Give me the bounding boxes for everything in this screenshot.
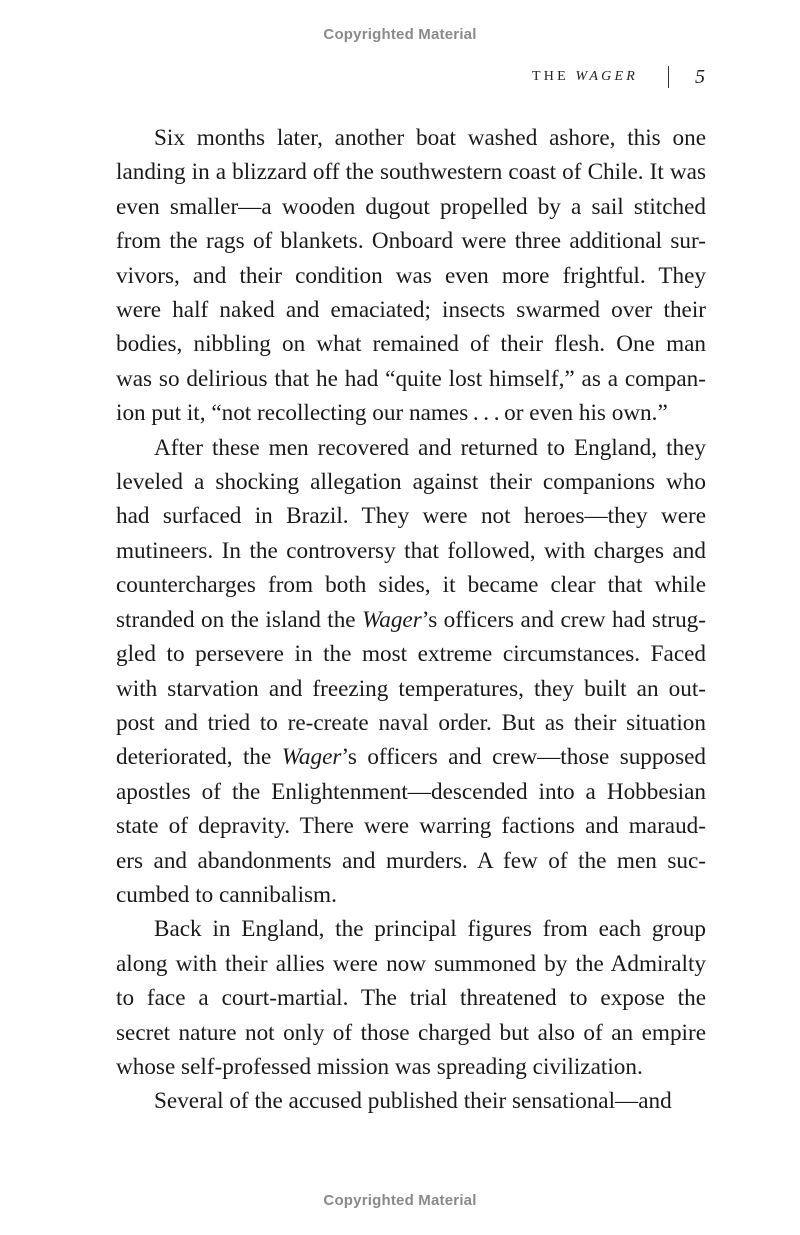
text-line: even smaller—a wooden dugout propelled by a sail stitched xyxy=(116,193,706,220)
text-line: to face a court-martial. The trial threatened to expose the xyxy=(116,985,706,1012)
text-line: Several of the accused published their sensational—and xyxy=(154,1088,672,1115)
text-line: from the rags of blankets. Onboard were three additional sur- xyxy=(116,228,706,255)
running-head xyxy=(532,64,705,90)
text-line: post and tried to re-create naval order. But as their situation xyxy=(116,709,706,736)
text-line: countercharges from both sides, it became clear that while xyxy=(116,572,706,599)
text-line: mutineers. In the controversy that followed, with charges and xyxy=(116,537,706,564)
text-line: ion put it, “not recollecting our names . . . or even his own.” xyxy=(116,400,668,427)
body-text xyxy=(116,121,706,1119)
paragraph xyxy=(116,431,706,913)
text-line: cumbed to cannibalism. xyxy=(116,881,337,908)
text-line: gled to persevere in the most extreme circumstances. Faced xyxy=(116,641,706,668)
text-line: with starvation and freezing temperatures, they built an out- xyxy=(116,675,706,702)
text-line: had surfaced in Brazil. They were not heroes—they were xyxy=(116,503,706,530)
text-line: deteriorated, the Wager’s officers and crew—those supposed xyxy=(116,744,706,771)
text-line: vivors, and their condition was even more frightful. They xyxy=(116,262,706,289)
text-line: apostles of the Enlightenment—descended into a Hobbesian xyxy=(116,778,706,805)
text-line: leveled a shocking allegation against their companions who xyxy=(116,469,706,496)
text-line: were half naked and emaciated; insects swarmed over their xyxy=(116,297,706,324)
paragraph xyxy=(116,1084,706,1118)
text-line: Back in England, the principal figures from each group xyxy=(154,916,706,943)
text-line: Six months later, another boat washed ashore, this one xyxy=(154,125,706,151)
copyright-watermark-bottom: Copyrighted Material xyxy=(323,1192,477,1209)
page-number: 5 xyxy=(695,65,705,88)
text-line: landing in a blizzard off the southwestern coast of Chile. It was xyxy=(116,159,706,186)
text-line: along with their allies were now summoned by the Admiralty xyxy=(116,950,706,977)
text-line: After these men recovered and returned to England, they xyxy=(154,434,706,461)
paragraph xyxy=(116,912,706,1084)
text-line: was so delirious that he had “quite lost himself,” as a compan- xyxy=(116,365,706,392)
text-line: whose self-professed mission was spreading civilization. xyxy=(116,1053,643,1080)
copyright-watermark-top: Copyrighted Material xyxy=(323,26,477,43)
text-line: state of depravity. There were warring factions and maraud- xyxy=(116,813,706,840)
text-line: stranded on the island the Wager’s officers and crew had strug- xyxy=(116,606,706,633)
text-line: bodies, nibbling on what remained of their flesh. One man xyxy=(116,331,706,358)
paragraph xyxy=(116,121,706,431)
running-head-divider xyxy=(668,66,669,88)
text-line: ers and abandonments and murders. A few of the men suc- xyxy=(116,847,706,874)
running-head-title: THE WAGER xyxy=(532,69,638,84)
text-line: secret nature not only of those charged but also of an empire xyxy=(116,1019,706,1046)
